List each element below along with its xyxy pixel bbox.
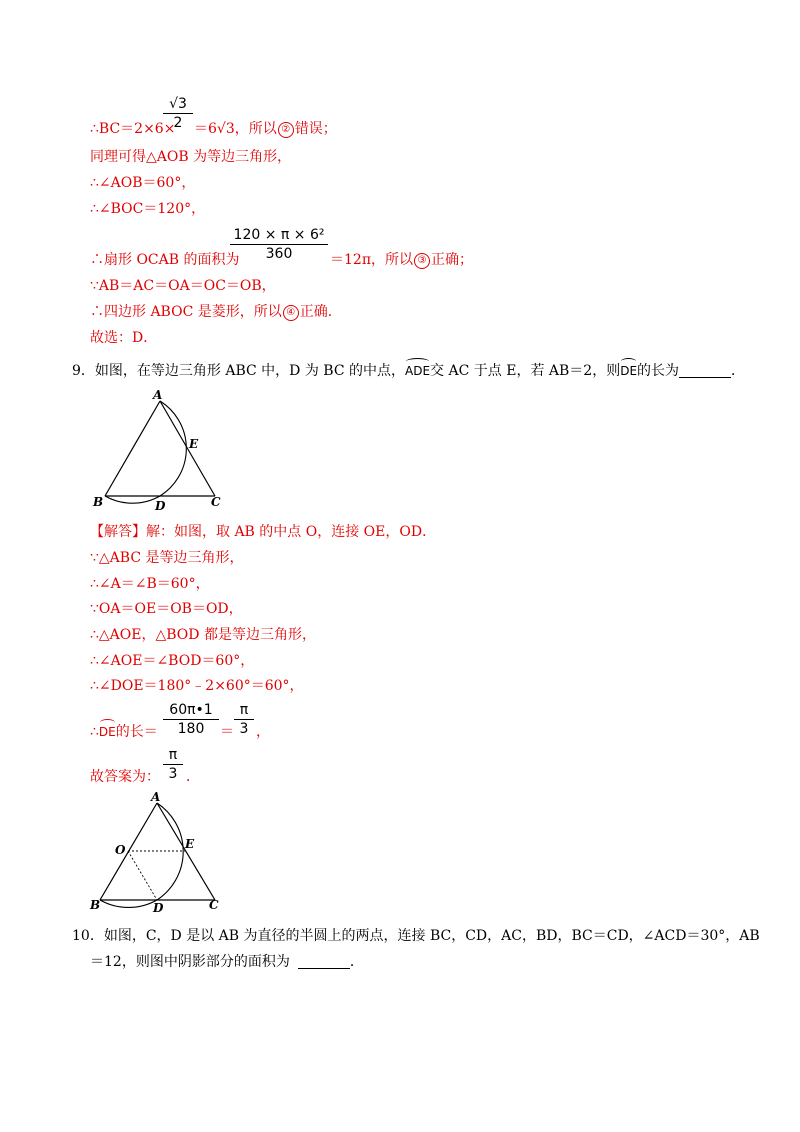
sol9-line-3: ∴∠A＝∠B＝60°，	[90, 576, 210, 592]
q9-text-4: ．	[731, 363, 746, 379]
circled-4-mark: ④	[283, 305, 299, 321]
label-c: C	[209, 898, 219, 912]
sol8-rhombus-text: ∴四边形 ABOC 是菱形，所以	[90, 304, 282, 320]
q10-period: ．	[349, 954, 364, 970]
frac-num: √3	[163, 95, 193, 114]
frac-den: 180	[177, 721, 205, 737]
sol8-line-bc-tail	[194, 120, 337, 138]
answer-blank	[679, 363, 731, 378]
sol9-line-7: ∴∠DOE＝180°﹣2×60°＝60°，	[90, 678, 304, 694]
sol8-sector-eq: ＝12π，所以	[330, 252, 414, 268]
sol8-line-sector	[90, 251, 240, 269]
answer-tag: 【解答】	[90, 524, 146, 540]
label-e: E	[189, 437, 199, 451]
arc-bd	[100, 900, 157, 907]
frac-num: 120 × π × 6²	[230, 226, 328, 245]
q9-text-2: 交 AC 于点 E，若 AB＝2，则	[430, 363, 621, 379]
label-a: A	[153, 388, 163, 402]
sol9-line-5: ∴△AOE，△BOD 都是等边三角形，	[90, 627, 316, 643]
frac-num: 60π•1	[163, 701, 219, 720]
sol8-line-angle-aob: ∴∠AOB＝60°，	[90, 175, 196, 191]
circled-3-mark: ③	[414, 253, 430, 269]
arc-de-label: DE	[620, 364, 638, 378]
label-b: B	[90, 898, 101, 912]
sol8-sector-text: ∴扇形 OCAB 的面积为	[90, 252, 240, 268]
sol8-sector-fraction	[230, 226, 328, 263]
sol8-line-rhombus	[90, 303, 342, 321]
sol9-therefore: ∴	[90, 724, 99, 740]
label-a: A	[151, 790, 161, 804]
sol8-sector-post: 正确；	[431, 252, 474, 268]
sol9-equals: ＝	[220, 724, 234, 740]
q9-text-3: 的长为	[637, 363, 680, 379]
circled-2-mark: ②	[278, 122, 294, 138]
final-answer-period: ．	[186, 769, 200, 785]
frac-num: π	[163, 746, 183, 765]
sol8-bc-text: ∴BC＝2×6×	[90, 121, 176, 137]
sol8-line-aob: 同理可得△AOB 为等边三角形，	[90, 149, 292, 165]
arc-de-label: DE	[98, 725, 116, 739]
sol9-length-of: 的长＝	[115, 724, 158, 740]
sol9-line-1	[90, 523, 436, 541]
sol9-line-2: ∵△ABC 是等边三角形，	[90, 550, 244, 566]
sol8-sqrt3-over-2	[163, 95, 193, 132]
sol9-line-6: ∴∠AOE＝∠BOD＝60°，	[90, 653, 255, 669]
sol9-line-4: ∵OA＝OE＝OB＝OD，	[90, 601, 243, 617]
solution-figure	[85, 790, 245, 915]
sol8-line-angle-boc: ∴∠BOC＝120°，	[90, 201, 206, 217]
answer-blank	[298, 954, 350, 969]
q9-text-1: 9．如图，在等边三角形 ABC 中，D 为 BC 的中点，	[72, 363, 406, 379]
sol9-line-arc-length	[90, 723, 158, 741]
sol8-line-answer: 故选：D．	[90, 330, 158, 346]
frac-den: 3	[239, 721, 249, 737]
label-d: D	[153, 901, 164, 915]
arc-ade-label: ADE	[405, 364, 431, 378]
sol8-rhombus-post: 正确．	[299, 304, 342, 320]
sol8-bc-eq: ＝6√3，所以	[194, 121, 277, 137]
frac-den: 2	[173, 115, 183, 131]
sol9-line-answer	[90, 768, 160, 786]
sol9-step-1: 解：如图，取 AB 的中点 O，连接 OE，OD．	[146, 524, 437, 540]
label-d: D	[155, 499, 166, 513]
sol8-bc-post: 错误；	[294, 121, 337, 137]
q10-line-1: 10．如图，C，D 是以 AB 为直径的半圆上的两点，连接 BC，CD，AC，BD，BC＝CD，∠ACD＝30°，AB	[72, 928, 760, 944]
sol9-fraction-2	[234, 701, 254, 738]
q9-figure	[85, 388, 245, 513]
q10-line-2	[90, 953, 364, 971]
label-c: C	[211, 495, 221, 509]
dashed-radii	[128, 851, 186, 900]
triangle-abc	[105, 401, 215, 496]
arc-bd	[105, 496, 160, 503]
sol8-line-sector-tail	[330, 251, 473, 269]
sol9-comma: ，	[256, 724, 270, 740]
frac-num: π	[234, 701, 254, 720]
arc-ade	[157, 803, 183, 900]
frac-den: 360	[265, 246, 293, 262]
label-o: O	[115, 843, 126, 857]
label-e: E	[185, 837, 195, 851]
arc-ade	[160, 401, 186, 496]
sol8-line-equal-sides: ∵AB＝AC＝OA＝OC＝OB，	[90, 278, 276, 294]
final-answer-label: 故答案为：	[90, 769, 160, 785]
frac-den: 3	[168, 766, 178, 782]
q9-question	[72, 362, 745, 380]
final-answer-fraction	[163, 746, 183, 783]
q10-text: ＝12，则图中阴影部分的面积为	[90, 954, 290, 970]
label-b: B	[93, 495, 104, 509]
sol9-fraction-1	[163, 701, 219, 738]
